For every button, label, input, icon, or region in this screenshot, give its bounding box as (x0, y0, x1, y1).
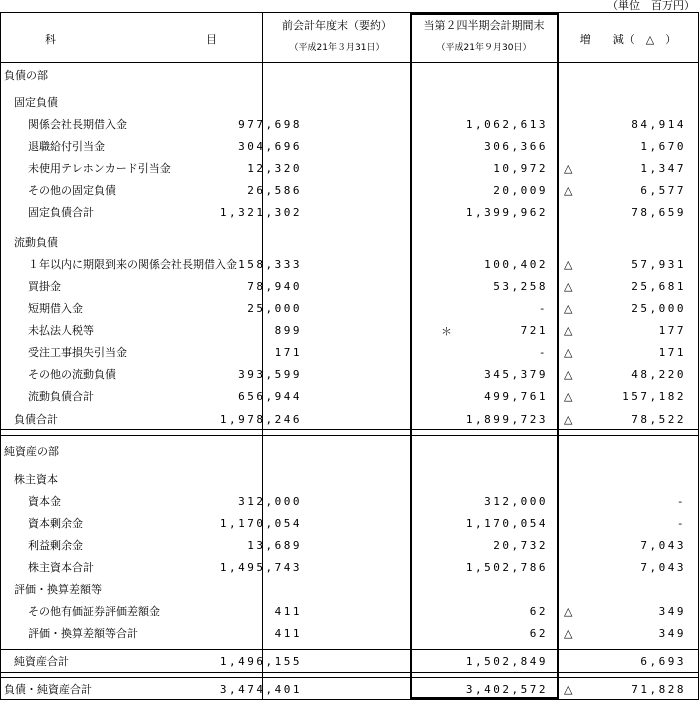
diff-value: 1,670 (640, 140, 686, 153)
header-prev-title: 前会計年度末（要約） (282, 19, 392, 32)
table-row (1, 320, 698, 342)
table-row (1, 114, 698, 136)
diff-value: 6,577 (640, 184, 686, 197)
table-row (1, 232, 698, 254)
row-label: 負債合計 (14, 413, 58, 426)
current-value: 499,761 (484, 390, 548, 403)
negative-marker: △ (564, 390, 573, 403)
row-label: 評価・換算差額等 (14, 583, 102, 596)
table-row (1, 92, 698, 114)
prev-value: 411 (274, 605, 302, 618)
section-divider (1, 435, 698, 436)
current-value: 345,379 (484, 368, 548, 381)
diff-value: 7,043 (640, 561, 686, 574)
prev-value: 26,586 (247, 184, 302, 197)
current-value: 1,399,962 (465, 206, 548, 219)
table-row (1, 623, 698, 645)
negative-marker: △ (564, 324, 573, 337)
current-value: 100,402 (484, 258, 548, 271)
diff-value: 48,220 (631, 368, 686, 381)
prev-value: 656,944 (238, 390, 302, 403)
current-value: 62 (529, 605, 548, 618)
diff-value: - (676, 495, 686, 508)
table-row (1, 651, 698, 673)
highlight-top (410, 13, 559, 15)
row-label: 株主資本合計 (28, 561, 94, 574)
current-value: 1,899,723 (465, 413, 548, 426)
row-label: 退職給付引当金 (28, 140, 105, 153)
diff-value: 7,043 (640, 539, 686, 552)
table-row (1, 579, 698, 601)
diff-value: 177 (658, 324, 686, 337)
current-value: - (538, 302, 548, 315)
negative-marker: △ (564, 162, 573, 175)
current-value: 1,170,054 (465, 517, 548, 530)
diff-value: 57,931 (631, 258, 686, 271)
current-value: 1,502,849 (465, 655, 548, 668)
header-diff: 増 減（ △ ） (579, 33, 677, 46)
negative-marker: △ (564, 280, 573, 293)
table-row (1, 679, 698, 701)
table-row (1, 535, 698, 557)
negative-marker: △ (564, 346, 573, 359)
diff-value: 6,693 (640, 655, 686, 668)
negative-marker: △ (564, 368, 573, 381)
negative-marker: △ (564, 184, 573, 197)
row-label: 短期借入金 (28, 302, 83, 315)
asterisk-mark: ＊ (441, 325, 452, 338)
row-label: 流動負債合計 (28, 390, 94, 403)
section-divider (1, 677, 698, 678)
negative-marker: △ (564, 605, 573, 618)
prev-value: 977,698 (238, 118, 302, 131)
prev-value: 158,333 (238, 258, 302, 271)
row-label: 利益剰余金 (28, 539, 83, 552)
table-row (1, 65, 698, 87)
table-row (1, 364, 698, 386)
prev-value: 13,689 (247, 539, 302, 552)
header-divider (1, 62, 698, 63)
row-label: 関係会社長期借入金 (28, 118, 127, 131)
prev-value: 12,320 (247, 162, 302, 175)
header-account-b: 目 (206, 33, 217, 46)
header-curr-date: （平成21年９月30日） (436, 43, 532, 53)
diff-value: 349 (658, 627, 686, 640)
balance-table (0, 12, 699, 700)
table-row (1, 441, 698, 463)
row-label: 買掛金 (28, 280, 61, 293)
prev-value: 1,321,302 (219, 206, 302, 219)
row-label: 固定負債合計 (28, 206, 94, 219)
row-label: その他の固定負債 (28, 184, 116, 197)
table-row (1, 601, 698, 623)
negative-marker: △ (564, 258, 573, 271)
table-row (1, 409, 698, 431)
row-label: 未使用テレホンカード引当金 (28, 162, 171, 175)
header-curr-title: 当第２四半期会計期間末 (423, 19, 545, 32)
table-row (1, 136, 698, 158)
row-label: 流動負債 (14, 236, 58, 249)
diff-value: 84,914 (631, 118, 686, 131)
header-prev-date: （平成21年３月31日） (289, 43, 385, 53)
current-value: 62 (529, 627, 548, 640)
current-value: 721 (520, 324, 548, 337)
table-row (1, 557, 698, 579)
negative-marker: △ (564, 627, 573, 640)
prev-value: 312,000 (238, 495, 302, 508)
row-label: 受注工事損失引当金 (28, 346, 127, 359)
current-value: - (538, 346, 548, 359)
prev-value: 1,978,246 (219, 413, 302, 426)
diff-value: 171 (658, 346, 686, 359)
table-row (1, 254, 698, 276)
current-value: 20,009 (493, 184, 548, 197)
current-value: 1,502,786 (465, 561, 548, 574)
unit-note: （単位 百万円） (607, 0, 695, 12)
negative-marker: △ (564, 683, 573, 696)
prev-value: 171 (274, 346, 302, 359)
table-row (1, 298, 698, 320)
current-value: 53,258 (493, 280, 548, 293)
header-account-a: 科 (45, 33, 56, 46)
current-value: 1,062,613 (465, 118, 548, 131)
negative-marker: △ (564, 413, 573, 426)
prev-value: 411 (274, 627, 302, 640)
diff-value: 71,828 (631, 683, 686, 696)
prev-value: 393,599 (238, 368, 302, 381)
table-row (1, 180, 698, 202)
negative-marker: △ (564, 302, 573, 315)
diff-value: 349 (658, 605, 686, 618)
row-label: 負債・純資産合計 (4, 683, 92, 696)
current-value: 20,732 (493, 539, 548, 552)
diff-value: 1,347 (640, 162, 686, 175)
row-label: 株主資本 (14, 473, 58, 486)
table-row (1, 491, 698, 513)
row-label: 純資産合計 (14, 655, 69, 668)
row-label: １年以内に期限到来の関係会社長期借入金 (28, 258, 237, 271)
prev-value: 3,474,401 (219, 683, 302, 696)
current-value: 306,366 (484, 140, 548, 153)
row-label: 評価・換算差額等合計 (28, 627, 138, 640)
prev-value: 78,940 (247, 280, 302, 293)
prev-value: 899 (274, 324, 302, 337)
prev-value: 1,495,743 (219, 561, 302, 574)
diff-value: 78,659 (631, 206, 686, 219)
prev-value: 1,496,155 (219, 655, 302, 668)
row-label: 固定負債 (14, 96, 58, 109)
table-row (1, 513, 698, 535)
diff-value: 157,182 (622, 390, 686, 403)
diff-value: - (676, 517, 686, 530)
row-label: 負債の部 (4, 69, 48, 82)
diff-value: 78,522 (631, 413, 686, 426)
row-label: 資本剰余金 (28, 517, 83, 530)
row-label: 未払法人税等 (28, 324, 94, 337)
table-row (1, 469, 698, 491)
row-label: その他の流動負債 (28, 368, 116, 381)
prev-value: 304,696 (238, 140, 302, 153)
table-row (1, 276, 698, 298)
current-value: 3,402,572 (465, 683, 548, 696)
diff-value: 25,681 (631, 280, 686, 293)
row-label: 純資産の部 (4, 445, 59, 458)
current-value: 312,000 (484, 495, 548, 508)
current-value: 10,972 (493, 162, 548, 175)
table-row (1, 386, 698, 408)
row-label: その他有価証券評価差額金 (28, 605, 160, 618)
table-row (1, 342, 698, 364)
section-divider (1, 649, 698, 650)
prev-value: 25,000 (247, 302, 302, 315)
diff-value: 25,000 (631, 302, 686, 315)
prev-value: 1,170,054 (219, 517, 302, 530)
table-row (1, 202, 698, 224)
table-row (1, 158, 698, 180)
row-label: 資本金 (28, 495, 61, 508)
